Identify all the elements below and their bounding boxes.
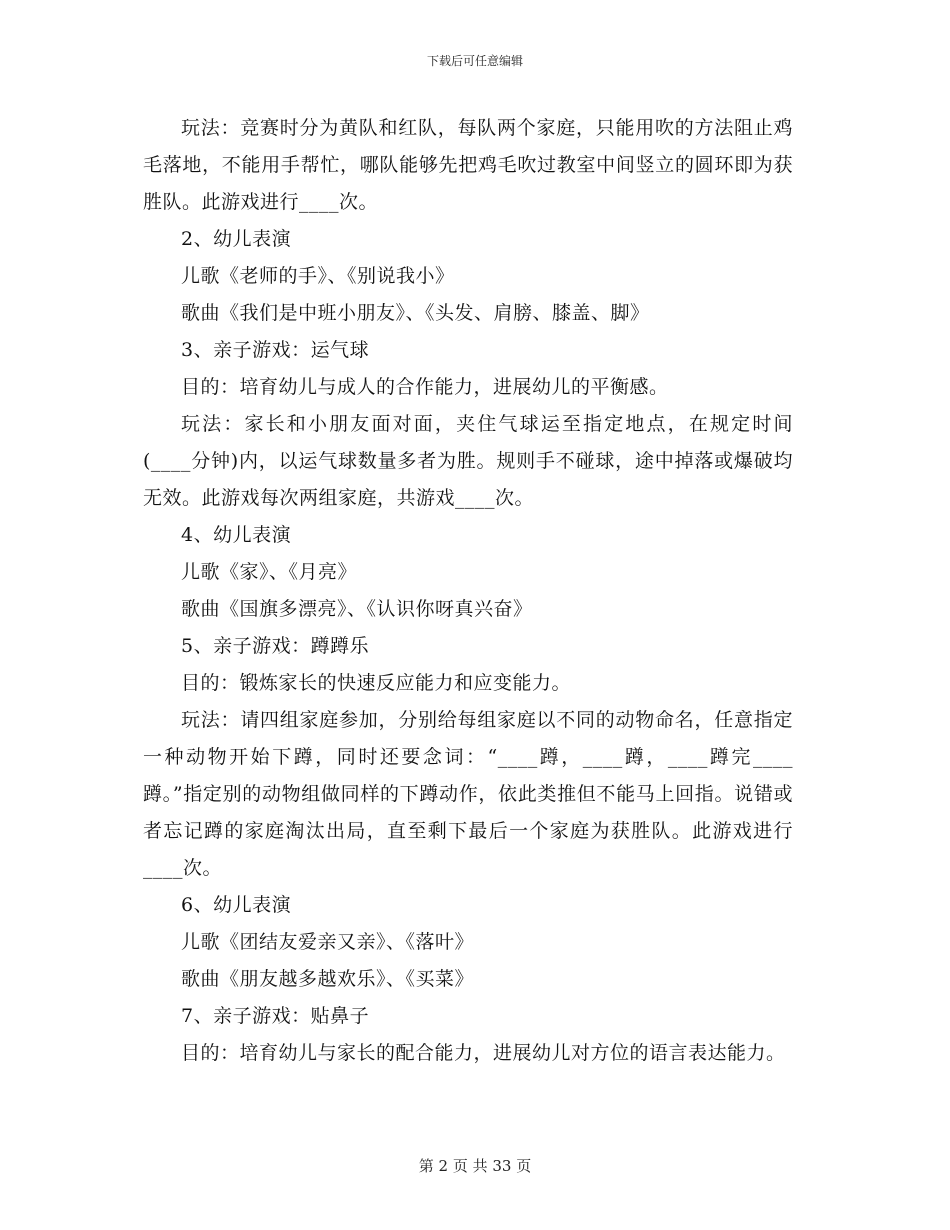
- paragraph-rules-squat: 玩法：请四组家庭参加，分别给每组家庭以不同的动物命名，任意指定一种动物开始下蹲，同时还要念词：“____蹲，____蹲，____蹲完____蹲。”指定别的动物组做同样的下蹲动作，依此类推但不能马上回指。说错或者忘记蹲的家庭淘汰出局，直至剩下最后一个家庭为获胜队。此游戏进行____次。: [143, 709, 793, 879]
- paragraph-rules-feather: 玩法：竞赛时分为黄队和红队，每队两个家庭，只能用吹的方法阻止鸡毛落地，不能用手帮忙，哪队能够先把鸡毛吹过教室中间竖立的圆环即为获胜队。此游戏进行____次。: [143, 117, 793, 213]
- heading-child-performance-4: 4、幼儿表演: [181, 524, 292, 546]
- heading-game-squat: 5、亲子游戏：蹲蹲乐: [181, 635, 370, 657]
- document-body: [143, 110, 793, 1072]
- paragraph-songs-2: 歌曲《我们是中班小朋友》、《头发、肩膀、膝盖、脚》: [181, 302, 650, 324]
- paragraph-goal-balloon: 目的：培育幼儿与成人的合作能力，进展幼儿的平衡感。: [181, 376, 669, 398]
- paragraph-nursery-rhymes-2: 儿歌《老师的手》、《别说我小》: [181, 265, 455, 287]
- paragraph-rules-balloon: 玩法：家长和小朋友面对面，夹住气球运至指定地点，在规定时间(____分钟)内，以运气球数量多者为胜。规则手不碰球，途中掉落或爆破均无效。此游戏每次两组家庭，共游戏____次。: [143, 413, 793, 509]
- paragraph-goal-squat: 目的：锻炼家长的快速反应能力和应变能力。: [181, 672, 572, 694]
- paragraph-nursery-rhymes-6: 儿歌《团结友爱亲又亲》、《落叶》: [181, 931, 475, 953]
- page-footer: 第 2 页 共 33 页: [418, 1157, 532, 1175]
- page-header: 下载后可任意编辑: [426, 54, 523, 68]
- heading-game-nose: 7、亲子游戏：贴鼻子: [181, 1005, 370, 1027]
- heading-game-balloon: 3、亲子游戏：运气球: [181, 339, 370, 361]
- paragraph-goal-nose: 目的：培育幼儿与家长的配合能力，进展幼儿对方位的语言表达能力。: [181, 1042, 786, 1064]
- heading-child-performance-6: 6、幼儿表演: [181, 894, 292, 916]
- paragraph-songs-6: 歌曲《朋友越多越欢乐》、《买菜》: [181, 968, 475, 990]
- paragraph-songs-4: 歌曲《国旗多漂亮》、《认识你呀真兴奋》: [181, 598, 533, 620]
- heading-child-performance-2: 2、幼儿表演: [181, 228, 292, 250]
- paragraph-nursery-rhymes-4: 儿歌《家》、《月亮》: [181, 561, 358, 583]
